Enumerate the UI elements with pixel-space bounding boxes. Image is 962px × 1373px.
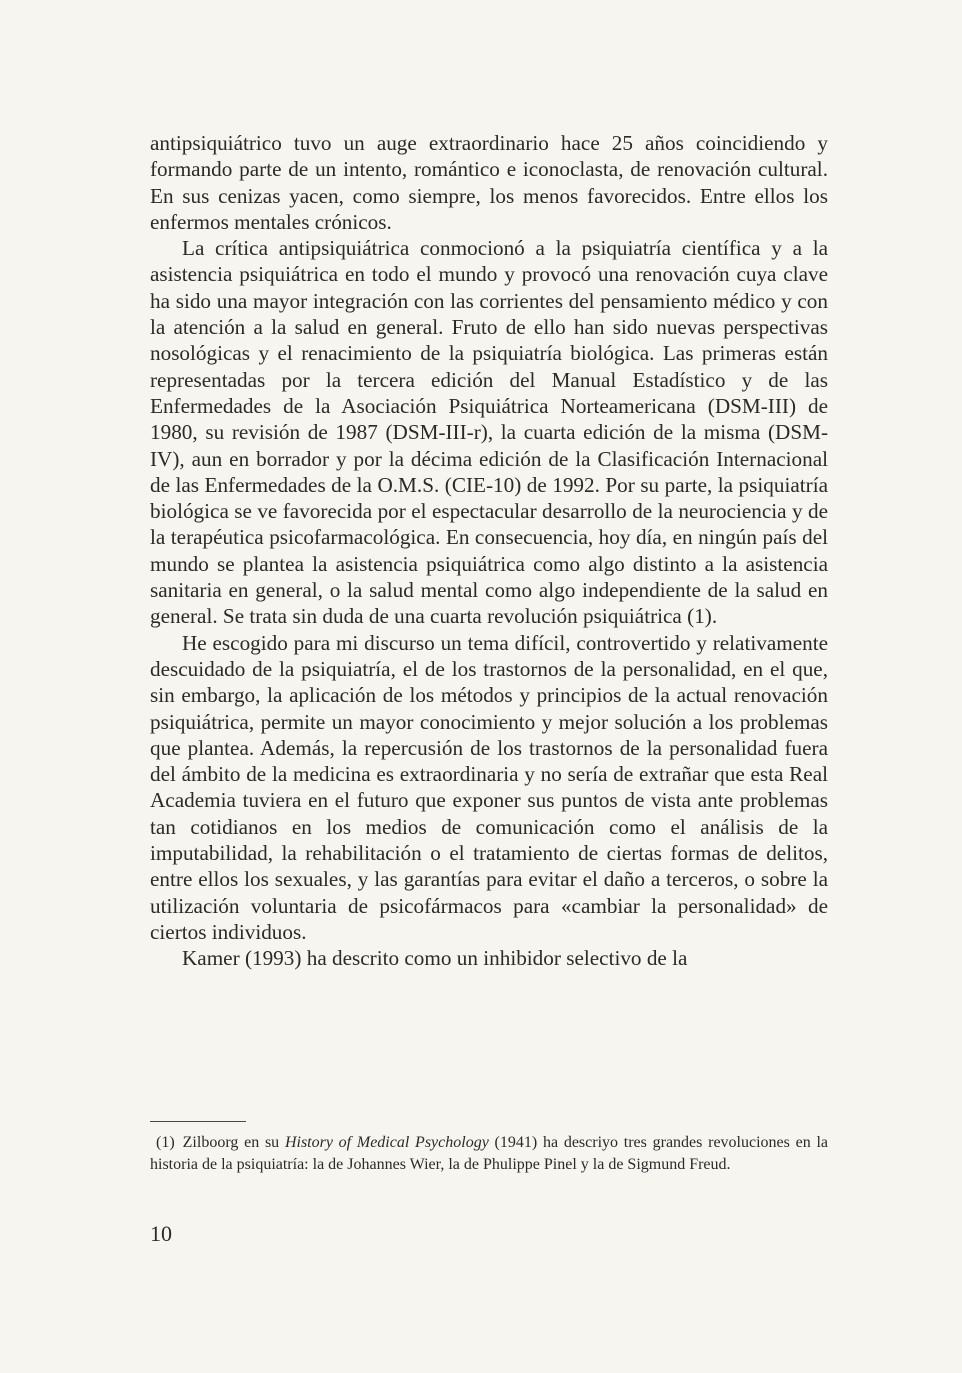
- page-number: 10: [150, 1221, 172, 1246]
- paragraph-1: antipsiquiátrico tuvo un auge extraordinario hace 25 años coincidiendo y formando parte de un intento, romántico e iconoclasta, de renovación cultural. En sus cenizas yacen, como siempre, los menos favorecidos. Entre ellos los enfermos mentales crónicos.: [150, 131, 828, 234]
- footnote-mark: (1): [156, 1134, 175, 1151]
- footnote-rule: [150, 1121, 246, 1122]
- paragraph-4: Kamer (1993) ha descrito como un inhibidor selectivo de la: [182, 946, 688, 971]
- footnote: [150, 1132, 828, 1176]
- paragraph-3: He escogido para mi discurso un tema difícil, controvertido y relativamente descuidado de la psiquiatría, el de los trastornos de la personalidad, en el que, sin embargo, la aplicación de los métodos y principios de la actual renovación psiquiátrica, permite un mayor conocimiento y mejor solución a los problemas que plantea. Además, la repercusión de los trastornos de la personalidad fuera del ámbito de la medicina es extraordinaria y no sería de extrañar que esta Real Academia tuviera en el futuro que exponer sus puntos de vista ante problemas tan cotidianos en los medios de comunicación como el análisis de la imputabilidad, la rehabilitación o el tratamiento de ciertas formas de delitos, entre ellos los sexuales, y las garantías para evitar el daño a terceros, o sobre la utilización voluntaria de psicofármacos para «cambiar la personalidad» de ciertos individuos.: [150, 630, 828, 944]
- footnote-text-after: (1941) ha descriyo tres grandes revoluciones en la historia de la psiquiatría: la de Johannes Wier, la de Phulippe Pinel y la de Sigmund Freud.: [150, 1134, 829, 1173]
- paragraph-2: La crítica antipsiquiátrica conmocionó a la psiquiatría científica y a la asistencia psiquiátrica en todo el mundo y provocó una renovación cuya clave ha sido una mayor integración con las corrientes del pensamiento médico y con la atención a la salud en general. Fruto de ello han sido nuevas perspectivas nosológicas y el renacimiento de la psiquiatría biológica. Las primeras están representadas por la tercera edición del Manual Estadístico y de las Enfermedades de la Asociación Psiquiátrica Norteamericana (DSM-III) de 1980, su revisión de 1987 (DSM-III-r), la cuarta edición de la misma (DSM-IV), aun en borrador y por la décima edición de la Clasificación Internacional de las Enfermedades de la O.M.S. (CIE-10) de 1992. Por su parte, la psiquiatría biológica se ve favorecida por el espectacular desarrollo de la neurociencia y de la terapéutica psicofarmacológica. En consecuencia, hoy día, en ningún país del mundo se plantea la asistencia psiquiátrica como algo distinto a la asistencia sanitaria en general, o la salud mental como algo independiente de la salud en general. Se trata sin duda de una cuarta revolución psiquiátrica (1).: [150, 236, 828, 629]
- footnote-text-before: Zilboorg en su: [182, 1134, 285, 1151]
- body-text: [150, 130, 828, 972]
- footnote-book-title: History of Medical Psychology: [284, 1134, 489, 1151]
